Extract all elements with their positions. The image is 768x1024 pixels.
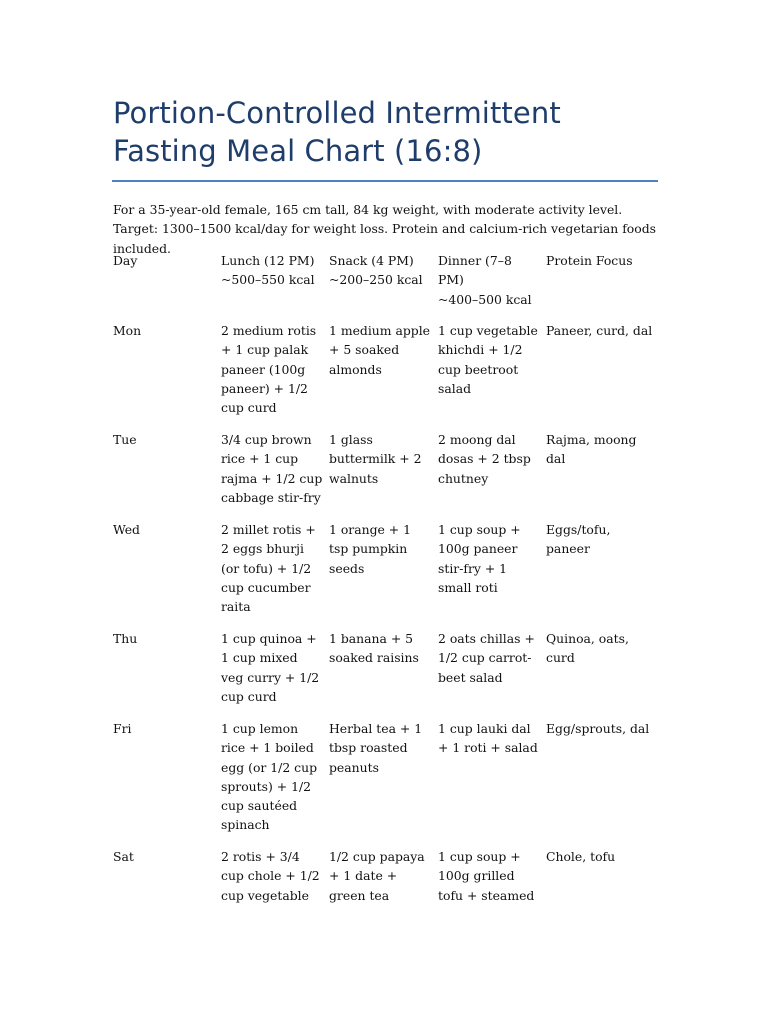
cell-lunch: 2 medium rotis + 1 cup palak paneer (100g paneer) + 1/2 cup curd — [221, 323, 317, 416]
table-header-row — [113, 251, 661, 321]
cell-dinner: 1 cup vegetable khichdi + 1/2 cup beetroot salad — [438, 323, 538, 396]
cell-lunch: 2 rotis + 3/4 cup chole + 1/2 cup vegetable — [221, 849, 320, 903]
header-day — [113, 251, 221, 321]
cell-snack: 1 glass buttermilk + 2 walnuts — [329, 432, 422, 486]
cell-lunch: 3/4 cup brown rice + 1 cup rajma + 1/2 cup cabbage stir-fry — [221, 432, 323, 505]
intro-paragraph: For a 35-year-old female, 165 cm tall, 84 kg weight, with moderate activity level. Target: 1300–1500 kcal/day for weight loss. Protein and calcium-rich vegetarian foods included. — [113, 202, 657, 256]
header-day-label: Day — [113, 253, 138, 268]
header-lunch-label: Lunch (12 PM) — [221, 253, 315, 268]
header-dinner-label: Dinner (7–8 PM) — [438, 253, 512, 288]
cell-protein: Quinoa, oats, curd — [546, 631, 629, 666]
cell-dinner: 1 cup soup + 100g grilled tofu + steamed — [438, 849, 535, 903]
header-snack — [329, 251, 438, 321]
header-protein-label: Protein Focus — [546, 253, 633, 268]
cell-day: Sat — [113, 849, 134, 864]
cell-dinner: 1 cup lauki dal + 1 roti + salad — [438, 721, 538, 756]
cell-protein: Paneer, curd, dal — [546, 323, 653, 338]
cell-lunch: 1 cup lemon rice + 1 boiled egg (or 1/2 cup sprouts) + 1/2 cup sautéed spinach — [221, 721, 318, 833]
cell-snack: Herbal tea + 1 tbsp roasted peanuts — [329, 721, 423, 775]
meal-chart-table — [113, 251, 661, 917]
table-row — [113, 629, 661, 719]
table-row — [113, 847, 661, 917]
header-snack-kcal: ~200–250 kcal — [329, 272, 423, 288]
header-protein-focus — [546, 251, 661, 321]
cell-snack: 1 banana + 5 soaked raisins — [329, 631, 419, 666]
cell-protein: Chole, tofu — [546, 849, 616, 864]
header-dinner-kcal: ~400–500 kcal — [438, 291, 532, 307]
cell-snack: 1 medium apple + 5 soaked almonds — [329, 323, 431, 377]
header-lunch — [221, 251, 329, 321]
table-row — [113, 321, 661, 430]
cell-dinner: 1 cup soup + 100g paneer stir-fry + 1 small roti — [438, 522, 521, 595]
cell-snack: 1/2 cup papaya + 1 date + green tea — [329, 849, 425, 903]
cell-day: Fri — [113, 721, 132, 736]
header-dinner — [438, 251, 546, 321]
title-divider — [112, 180, 658, 182]
cell-dinner: 2 oats chillas + 1/2 cup carrot-beet salad — [438, 631, 535, 685]
cell-day: Tue — [113, 432, 137, 447]
cell-dinner: 2 moong dal dosas + 2 tbsp chutney — [438, 432, 531, 486]
header-lunch-kcal: ~500–550 kcal — [221, 272, 315, 288]
cell-lunch: 2 millet rotis + 2 eggs bhurji (or tofu) + 1/2 cup cucumber raita — [221, 522, 316, 615]
cell-lunch: 1 cup quinoa + 1 cup mixed veg curry + 1/2 cup curd — [221, 631, 320, 704]
table-row — [113, 520, 661, 629]
cell-day: Mon — [113, 323, 142, 338]
cell-protein: Rajma, moong dal — [546, 432, 637, 467]
cell-protein: Egg/sprouts, dal — [546, 721, 650, 736]
cell-snack: 1 orange + 1 tsp pumpkin seeds — [329, 522, 411, 576]
cell-protein: Eggs/tofu, paneer — [546, 522, 611, 557]
table-row — [113, 719, 661, 847]
page-title: Portion-Controlled Intermittent Fasting Meal Chart (16:8) — [113, 96, 561, 168]
cell-day: Wed — [113, 522, 140, 537]
header-snack-label: Snack (4 PM) — [329, 253, 414, 268]
cell-day: Thu — [113, 631, 138, 646]
table-row — [113, 430, 661, 520]
